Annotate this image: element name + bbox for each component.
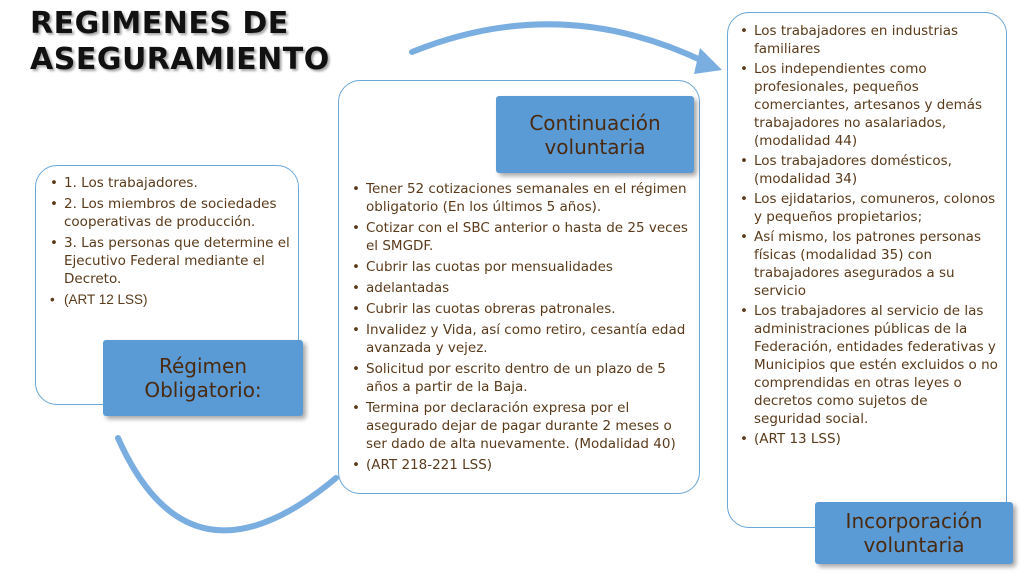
list-item: • Solicitud por escrito dentro de un plazo de 5 años a partir de la Baja.: [350, 360, 690, 396]
list-item: • Cotizar con el SBC anterior o hasta de 25 veces el SMGDF.: [350, 219, 690, 255]
list-item: • Así mismo, los patrones personas físicas (modalidad 35) con trabajadores asegurados a su servicio: [738, 228, 998, 300]
list-item: • (ART 12 LSS): [48, 291, 290, 309]
label-regimen-obligatorio: Régimen Obligatorio:: [103, 340, 303, 416]
list-item: • Cubrir las cuotas por mensualidades: [350, 258, 690, 276]
list-item: • 3. Las personas que determine el Ejecutivo Federal mediante el Decreto.: [48, 234, 290, 288]
list-item: • Termina por declaración expresa por el asegurado dejar de pagar durante 2 meses o ser dado de alta nuevamente. (Modalidad 40): [350, 399, 690, 453]
list-item: • Los trabajadores al servicio de las administraciones públicas de la Federación, entidades federativas y Municipios que estén excluidos o no comprendidas en otras leyes o decretos como sujetos de seguridad social.: [738, 302, 998, 428]
list-item: • Los trabajadores en industrias familiares: [738, 22, 998, 58]
label-continuacion-voluntaria: Continuación voluntaria: [496, 96, 694, 173]
arc-top-connector: [412, 24, 705, 62]
list-item: • (ART 13 LSS): [738, 430, 998, 448]
list-item: • Los ejidatarios, comuneros, colonos y pequeños propietarios;: [738, 190, 998, 226]
list-item: • Cubrir las cuotas obreras patronales.: [350, 300, 690, 318]
arc-top-arrowhead: [694, 48, 722, 74]
page-title: REGIMENES DE ASEGURAMIENTO: [30, 6, 330, 77]
list-continuacion-voluntaria: [350, 180, 690, 477]
arc-bottom-connector: [118, 438, 336, 530]
list-item: • adelantadas: [350, 279, 690, 297]
list-item: • Tener 52 cotizaciones semanales en el régimen obligatorio (En los últimos 5 años).: [350, 180, 690, 216]
list-incorporacion-voluntaria: [738, 22, 998, 450]
list-item: • Los trabajadores domésticos, (modalidad 34): [738, 152, 998, 188]
label-incorporacion-voluntaria: Incorporación voluntaria: [815, 502, 1013, 564]
list-item: • 1. Los trabajadores.: [48, 174, 290, 192]
list-item: • 2. Los miembros de sociedades cooperativas de producción.: [48, 195, 290, 231]
list-item: • Invalidez y Vida, así como retiro, cesantía edad avanzada y vejez.: [350, 321, 690, 357]
list-item: • (ART 218-221 LSS): [350, 456, 690, 474]
list-regimen-obligatorio: [48, 174, 290, 312]
list-item: • Los independientes como profesionales, pequeños comerciantes, artesanos y demás trabajadores no asalariados, (modalidad 44): [738, 60, 998, 150]
